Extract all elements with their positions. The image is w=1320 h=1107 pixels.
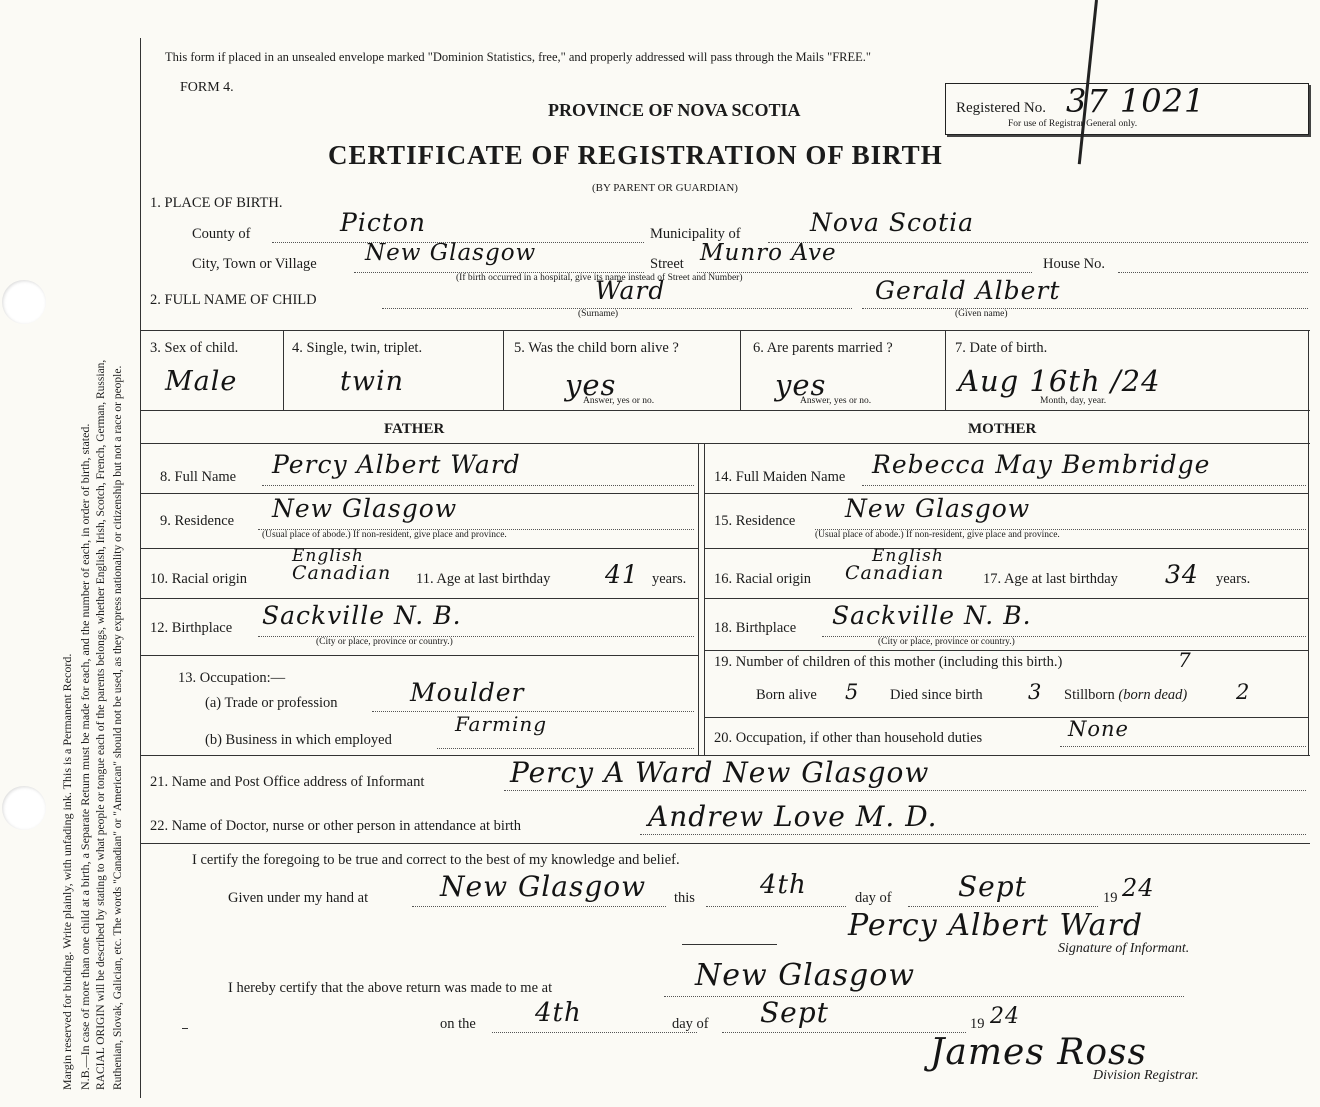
father-age-years: years. bbox=[652, 571, 687, 587]
father-name-value: Percy Albert Ward bbox=[272, 450, 521, 479]
margin-note-3: RACIAL ORIGIN will be described by stating to what people or tongue each of the parents belongs, whether English, Irish, Scotch, French, German, Russian, bbox=[95, 359, 107, 1090]
informant-label: 21. Name and Post Office address of Informant bbox=[150, 774, 425, 790]
registrar-month-value: Sept bbox=[760, 996, 829, 1029]
plurality-label: 4. Single, twin, triplet. bbox=[292, 340, 423, 356]
registrar-day-value: 4th bbox=[535, 998, 582, 1028]
day-of-label: day of bbox=[855, 890, 892, 906]
child-surname: Ward bbox=[595, 276, 666, 305]
registered-label: Registered No. bbox=[956, 100, 1046, 116]
registrar-year-prefix: 19 bbox=[970, 1016, 985, 1032]
registered-box bbox=[945, 83, 1309, 135]
given-place-value: New Glasgow bbox=[440, 870, 647, 903]
this-label: this bbox=[674, 890, 695, 906]
street-label: Street bbox=[650, 256, 684, 272]
informant-value: Percy A Ward New Glasgow bbox=[510, 756, 930, 789]
mother-birthplace-value: Sackville N. B. bbox=[832, 601, 1032, 630]
mother-racial-value: Canadian bbox=[845, 562, 945, 584]
city-label: City, Town or Village bbox=[192, 256, 317, 272]
on-the-label: on the bbox=[440, 1016, 476, 1032]
margin-note-2: N.B.—In case of more than one child at a birth, a Separate Return must be made for each, and the number of each, in order of birth, stated. bbox=[78, 423, 92, 1090]
mother-age-years: years. bbox=[1216, 571, 1251, 587]
municipality-label: Municipality of bbox=[650, 226, 741, 242]
registrar-year-value: 24 bbox=[990, 1004, 1020, 1029]
mother-stillborn-value: 2 bbox=[1236, 680, 1251, 704]
registrar-signature-caption: Division Registrar. bbox=[1093, 1068, 1199, 1083]
margin-note-4: Ruthenian, Slovak, Galician, etc. The words "Canadian" or "American" should not be used, as they express nationality or citizenship but not a race or people. bbox=[112, 365, 124, 1090]
registrar-only-note: For use of Registrar General only. bbox=[1008, 119, 1138, 129]
given-day-value: 4th bbox=[760, 870, 807, 900]
house-number-label: House No. bbox=[1043, 256, 1106, 272]
mother-residence-label: 15. Residence bbox=[714, 513, 796, 529]
province-heading: PROVINCE OF NOVA SCOTIA bbox=[548, 100, 801, 120]
father-heading: FATHER bbox=[384, 421, 445, 437]
father-residence-caption: (Usual place of abode.) If non-resident, give place and province. bbox=[262, 530, 507, 540]
born-alive-label: 5. Was the child born alive ? bbox=[514, 340, 679, 356]
place-of-birth-label: 1. PLACE OF BIRTH. bbox=[150, 195, 283, 211]
mother-age-label: 17. Age at last birthday bbox=[983, 571, 1118, 587]
parents-married-label: 6. Are parents married ? bbox=[753, 340, 893, 356]
father-racial-value: Canadian bbox=[292, 562, 392, 584]
father-occupation-label: 13. Occupation:— bbox=[178, 670, 286, 686]
date-of-birth-caption: Month, day, year. bbox=[1040, 396, 1107, 406]
mother-died-label: Died since birth bbox=[890, 687, 983, 703]
sex-label: 3. Sex of child. bbox=[150, 340, 239, 356]
registrar-signature: James Ross bbox=[930, 1032, 1147, 1073]
full-name-label: 2. FULL NAME OF CHILD bbox=[150, 292, 317, 308]
mother-residence-value: New Glasgow bbox=[845, 494, 1031, 523]
city-value: New Glasgow bbox=[365, 240, 537, 266]
mother-age-value: 34 bbox=[1165, 560, 1199, 589]
sex-value: Male bbox=[165, 366, 238, 397]
father-racial-correction: English bbox=[292, 546, 364, 566]
mother-racial-correction: English bbox=[872, 546, 944, 566]
registrar-day-of-label: day of bbox=[672, 1016, 709, 1032]
mother-born-alive-label: Born alive bbox=[756, 687, 817, 703]
father-name-label: 8. Full Name bbox=[160, 469, 237, 485]
margin-note-1: Margin reserved for binding. Write plainly, with unfading ink. This is a Permanent Record. bbox=[60, 653, 74, 1090]
informant-signature: Percy Albert Ward bbox=[848, 908, 1144, 943]
mother-stillborn-note: (born dead) bbox=[1118, 687, 1188, 703]
father-age-label: 11. Age at last birthday bbox=[416, 571, 551, 587]
father-racial-label: 10. Racial origin bbox=[150, 571, 248, 587]
given-name-caption: (Given name) bbox=[955, 309, 1008, 319]
date-of-birth-value: Aug 16th /24 bbox=[958, 364, 1161, 398]
mother-children-value: 7 bbox=[1178, 648, 1192, 672]
form-left-border bbox=[140, 38, 141, 1098]
born-alive-value: yes bbox=[565, 368, 617, 402]
father-age-value: 41 bbox=[605, 560, 639, 589]
given-year-prefix: 19 bbox=[1103, 890, 1118, 906]
municipality-value: Nova Scotia bbox=[810, 208, 975, 237]
mother-occupation-value: None bbox=[1068, 717, 1129, 741]
given-month-value: Sept bbox=[958, 870, 1027, 903]
surname-caption: (Surname) bbox=[578, 309, 619, 319]
certificate-subtitle: (BY PARENT OR GUARDIAN) bbox=[592, 182, 738, 194]
mother-stillborn-text: Stillborn bbox=[1064, 687, 1115, 703]
mother-racial-label: 16. Racial origin bbox=[714, 571, 812, 587]
street-value: Munro Ave bbox=[700, 240, 837, 266]
father-birthplace-value: Sackville N. B. bbox=[262, 601, 462, 630]
father-business-value: Farming bbox=[455, 712, 548, 736]
mother-stillborn-label bbox=[1064, 687, 1187, 704]
mother-name-value: Rebecca May Bembridge bbox=[872, 450, 1211, 479]
father-residence-value: New Glasgow bbox=[272, 494, 458, 523]
plurality-value: twin bbox=[340, 366, 404, 397]
mother-born-alive-value: 5 bbox=[845, 680, 860, 704]
mother-died-value: 3 bbox=[1028, 680, 1043, 704]
form-number: FORM 4. bbox=[180, 80, 234, 95]
given-year-value: 24 bbox=[1122, 874, 1155, 902]
doctor-label: 22. Name of Doctor, nurse or other person in attendance at birth bbox=[150, 818, 522, 834]
registrar-place-value: New Glasgow bbox=[695, 958, 916, 993]
mother-occupation-label: 20. Occupation, if other than household duties bbox=[714, 730, 983, 746]
certificate-title: CERTIFICATE OF REGISTRATION OF BIRTH bbox=[328, 140, 943, 170]
binder-hole-top bbox=[2, 280, 46, 324]
mother-heading: MOTHER bbox=[968, 421, 1037, 437]
mother-name-label: 14. Full Maiden Name bbox=[714, 469, 846, 485]
parents-married-value: yes bbox=[775, 368, 827, 402]
mother-residence-caption: (Usual place of abode.) If non-resident, give place and province. bbox=[815, 530, 1060, 540]
registrar-statement: I hereby certify that the above return was made to me at bbox=[228, 980, 553, 996]
given-under-hand-label: Given under my hand at bbox=[228, 890, 369, 906]
mother-children-label: 19. Number of children of this mother (including this birth.) bbox=[714, 654, 1063, 670]
father-trade-value: Moulder bbox=[410, 678, 525, 707]
registered-number: 37 1021 bbox=[1066, 82, 1206, 120]
county-label: County of bbox=[192, 226, 251, 242]
certify-statement: I certify the foregoing to be true and correct to the best of my knowledge and belief. bbox=[192, 852, 680, 868]
county-value: Picton bbox=[340, 208, 427, 237]
father-birthplace-caption: (City or place, province or country.) bbox=[316, 637, 453, 647]
father-trade-label: (a) Trade or profession bbox=[205, 695, 338, 711]
parents-married-caption: Answer, yes or no. bbox=[800, 396, 872, 406]
mother-birthplace-caption: (City or place, province or country.) bbox=[878, 637, 1015, 647]
born-alive-caption: Answer, yes or no. bbox=[583, 396, 655, 406]
binder-hole-bottom bbox=[2, 786, 46, 830]
hospital-note: (If birth occurred in a hospital, give its name instead of Street and Number) bbox=[456, 273, 743, 283]
child-given-name: Gerald Albert bbox=[875, 276, 1061, 305]
postal-notice: This form if placed in an unsealed envelope marked "Dominion Statistics, free," and properly addressed will pass through the Mails "FREE." bbox=[165, 50, 872, 64]
mother-birthplace-label: 18. Birthplace bbox=[714, 620, 797, 636]
father-business-label: (b) Business in which employed bbox=[205, 732, 392, 748]
doctor-value: Andrew Love M. D. bbox=[648, 800, 938, 833]
informant-signature-caption: Signature of Informant. bbox=[1058, 941, 1190, 956]
date-of-birth-label: 7. Date of birth. bbox=[955, 340, 1048, 356]
father-birthplace-label: 12. Birthplace bbox=[150, 620, 233, 636]
father-residence-label: 9. Residence bbox=[160, 513, 235, 529]
